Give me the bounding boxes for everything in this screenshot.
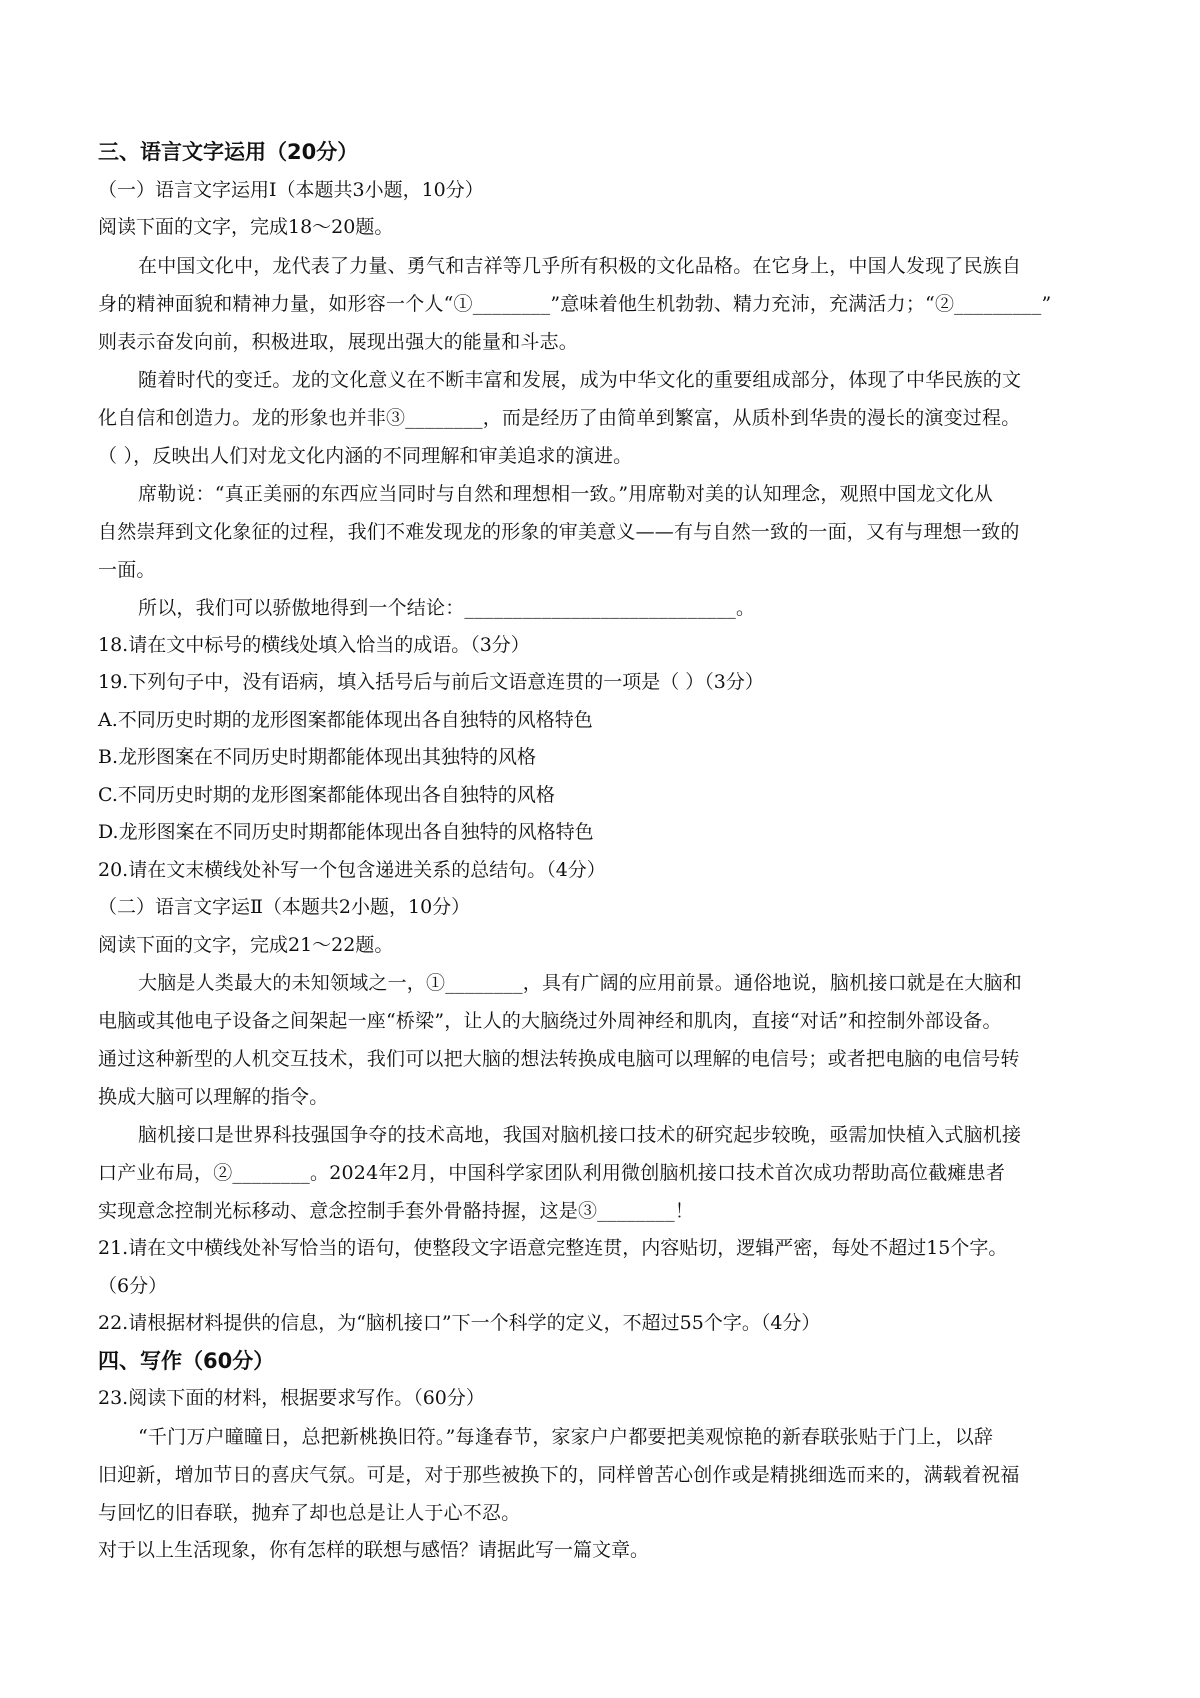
question-18: 18.请在文中标号的横线处填入恰当的成语。（3分） xyxy=(98,633,530,656)
passage-1-line: 所以，我们可以骄傲地得到一个结论：____________________________。 xyxy=(138,596,756,619)
section-3-title: 三、语言文字运用（20分） xyxy=(98,140,359,164)
passage-2-line: 通过这种新型的人机交互技术，我们可以把大脑的想法转换成电脑可以理解的电信号；或者把电脑的电信号转 xyxy=(98,1048,1020,1070)
passage-1-line: 随着时代的变迁。龙的文化意义在不断丰富和发展，成为中华文化的重要组成部分，体现了中华民族的文 xyxy=(138,368,1022,391)
part-1-intro: 阅读下面的文字，完成18～20题。 xyxy=(98,216,394,238)
option-d: D.龙形图案在不同历史时期都能体现出各自独特的风格特色 xyxy=(98,821,594,843)
question-21: 21.请在文中横线处补写恰当的语句，使整段文字语意完整连贯，内容贴切，逻辑严密，每处不超过15个字。 xyxy=(98,1237,1008,1259)
question-21-score: （6分） xyxy=(98,1274,168,1297)
option-a: A.不同历史时期的龙形图案都能体现出各自独特的风格特色 xyxy=(98,708,593,731)
passage-1-line: 则表示奋发向前，积极进取，展现出强大的能量和斗志。 xyxy=(98,330,579,353)
passage-1-line: 在中国文化中，龙代表了力量、勇气和吉祥等几乎所有积极的文化品格。在它身上，中国人发现了民族自 xyxy=(138,254,1022,277)
passage-2-line: 口产业布局，②________。2024年2月，中国科学家团队利用微创脑机接口技术首次成功帮助高位截瘫患者 xyxy=(98,1162,1006,1184)
passage-2-line: 实现意念控制光标移动、意念控制手套外骨骼持握，这是③________！ xyxy=(98,1200,695,1222)
passage-1-line: 化自信和创造力。龙的形象也并非③________，而是经历了由简单到繁富，从质朴到华贵的漫长的演变过程。 xyxy=(98,406,1021,429)
part-1-title: （一）语言文字运用Ⅰ（本题共3小题，10分） xyxy=(98,178,484,201)
part-2-intro: 阅读下面的文字，完成21～22题。 xyxy=(98,933,394,956)
question-22: 22.请根据材料提供的信息，为“脑机接口”下一个科学的定义，不超过55个字。（4分） xyxy=(98,1312,821,1334)
question-19: 19.下列句子中，没有语病，填入括号后与前后文语意连贯的一项是（ ）（3分） xyxy=(98,671,764,693)
exam-content xyxy=(98,134,1120,1569)
passage-2-line: 脑机接口是世界科技强国争夺的技术高地，我国对脑机接口技术的研究起步较晚，亟需加快植入式脑机接 xyxy=(138,1124,1022,1146)
question-20: 20.请在文末横线处补写一个包含递进关系的总结句。（4分） xyxy=(98,858,606,881)
option-c: C.不同历史时期的龙形图案都能体现出各自独特的风格 xyxy=(98,783,555,806)
passage-1-line: 席勒说：“真正美丽的东西应当同时与自然和理想相一致。”用席勒对美的认知理念，观照中国龙文化从 xyxy=(138,482,994,505)
passage-1-line: 自然崇拜到文化象征的过程，我们不难发现龙的形象的审美意义——有与自然一致的一面，又有与理想一致的 xyxy=(98,520,1020,543)
passage-2-line: 电脑或其他电子设备之间架起一座“桥梁”，让人的大脑绕过外周神经和肌肉，直接“对话”和控制外部设备。 xyxy=(98,1010,1002,1032)
question-23: 23.阅读下面的材料，根据要求写作。（60分） xyxy=(98,1387,485,1409)
writing-prompt: 对于以上生活现象，你有怎样的联想与感悟？请据此写一篇文章。 xyxy=(98,1538,650,1561)
writing-material-line: 旧迎新，增加节日的喜庆气氛。可是，对于那些被换下的，同样曾苦心创作或是精挑细选而来的，满载着祝福 xyxy=(98,1463,1020,1486)
section-4-title: 四、写作（60分） xyxy=(98,1348,275,1373)
passage-2-line: 换成大脑可以理解的指令。 xyxy=(98,1086,329,1108)
passage-2-line: 大脑是人类最大的未知领域之一，①________，具有广阔的应用前景。通俗地说，脑机接口就是在大脑和 xyxy=(138,972,1023,994)
passage-1-line: 一面。 xyxy=(98,558,156,581)
part-2-title: （二）语言文字运Ⅱ（本题共2小题，10分） xyxy=(98,896,471,918)
writing-material-line: “千门万户曈曈日，总把新桃换旧符。”每逢春节，家家户户都要把美观惊艳的新春联张贴于门上，以辞 xyxy=(138,1425,994,1448)
passage-1-line: （ ），反映出人们对龙文化内涵的不同理解和审美追求的演进。 xyxy=(98,444,633,467)
option-b: B.龙形图案在不同历史时期都能体现出其独特的风格 xyxy=(98,746,537,768)
passage-1-line: 身的精神面貌和精神力量，如形容一个人“①________”意味着他生机勃勃、精力充沛，充满活力；“②_________” xyxy=(98,292,1052,315)
writing-material-line: 与回忆的旧春联，抛弃了却也总是让人于心不忍。 xyxy=(98,1501,521,1524)
